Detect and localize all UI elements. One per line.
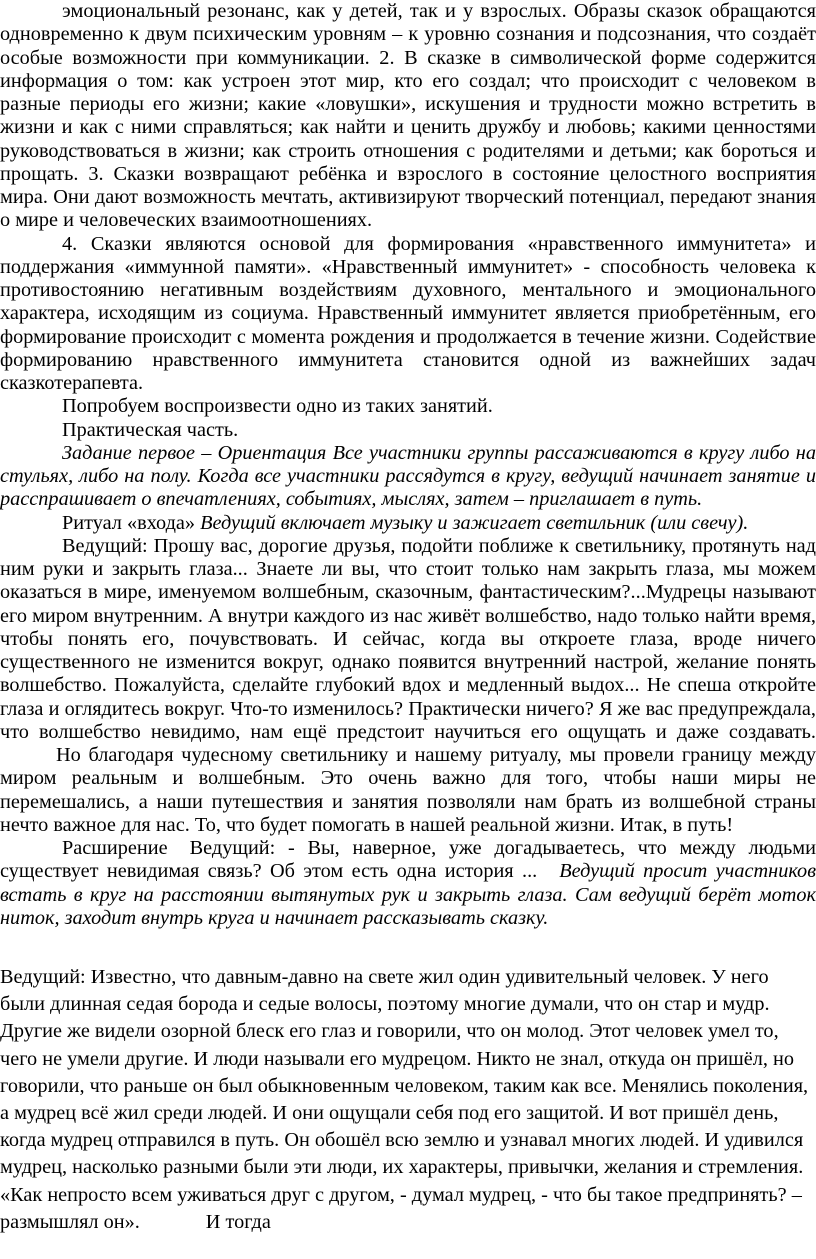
paragraph-text: Ведущий: Прошу вас, дорогие друзья, подойти поближе к светильнику, протянуть над ним руки и закрыть глаза... Знаете ли вы, что стоит только нам закрыть глаза, мы можем оказаться в мире, именуемом волшебным, сказочным, фантастическим?...Мудрецы называют его миром внутренним. А внутри каждого из нас живёт волшебство, надо только найти время, чтобы понять его, почувствовать. И сейчас, когда вы откроете глаза, вроде ничего существенного не изменится вокруг, однако появится внутренний настрой, желание понять волшебство. Пожалуйста, сделайте глубокий вдох и медленный выдох... Не спеша откройте глаза и оглядитесь вокруг. Что-то изменилось? Практически ничего? Я же вас предупреждала, что волшебство невидимо, нам ещё предстоит научиться его ощущать и даже создавать. — [0, 534, 816, 743]
paragraph-text: Задание первое – Ориентация Все участники группы рассаживаются в кругу либо на стульях, либо на полу. Когда все участники рассядутся в кругу, ведущий начинает занятие и расспрашивает о впечатлениях, событиях, мыслях, затем – приглашает в путь. — [0, 441, 816, 511]
paragraph-fairy-tale-functions — [0, 0, 816, 233]
paragraph-text-end: И тогда — [205, 1210, 271, 1233]
paragraph-text: 4. Сказки являются основой для формирования «нравственного иммунитета» и поддержания «иммунной памяти». «Нравственный иммунитет» - способность человека к противостоянию негативным воздействиям духовного, ментального и эмоционального характера, исходящим из социума. Нравственный иммунитет является приобретённым, его формирование происходит с момента рождения и продолжается в течение жизни. Содействие формированию нравственного иммунитета становится одной из важнейших задач сказкотерапевта. — [0, 232, 816, 394]
paragraph-sage-tale — [0, 964, 816, 1236]
paragraph-moral-immunity — [0, 233, 816, 396]
ritual-label: Ритуал «входа» — [62, 511, 201, 534]
paragraph-text: эмоциональный резонанс, как у детей, так и у взрослых. Образы сказок обращаются одновременно к двум психическим уровням – к уровню сознания и подсознания, что создаёт особые возможности при коммуникации. 2. В сказке в символической форме содержится информация о том: как устроен этот мир, кто его создал; что происходит с человеком в разные периоды его жизни; какие «ловушки», искушения и трудности можно встретить в жизни и как с ними справляться; как найти и ценить дружбу и любовь; какими ценностями руководствоваться в жизни; как строить отношения с родителями и детьми; как бороться и прощать. 3. Сказки возвращают ребёнка и взрослого в состояние целостного восприятия мира. Они дают возможность мечтать, активизируют творческий потенциал, передают знания о мире и человеческих взаимоотношениях. — [0, 0, 816, 232]
paragraph-text-continued: Но благодаря чудесному светильнику и нашему ритуалу, мы провели границу между миром реальным и волшебным. Это очень важно для того, чтобы наши миры не перемешались, а наши путешествия и занятия позволяли нам брать из волшебной страны нечто важное для нас. То, что будет помогать в нашей реальной жизни. Итак, в путь! — [0, 744, 816, 836]
paragraph-expansion — [0, 837, 816, 930]
expansion-label: Расширение — [62, 837, 168, 859]
paragraph-task-one — [0, 442, 816, 512]
paragraph-text: Ведущий: Известно, что давным-давно на свете жил один удивительный человек. У него были длинная седая борода и седые волосы, поэтому многие думали, что он стар и мудр. Другие же видели озорной блеск его глаз и говорили, что он молод. Этот человек умел то, чего не умели другие. И люди называли его мудрецом. Никто не знал, откуда он пришёл, но говорили, что раньше он был обыкновенным человеком, таким как все. Менялись поколения, а мудрец всё жил среди людей. И они ощущали себя под его защитой. И вот пришёл день, когда мудрец отправился в путь. Он обошёл всю землю и узнавал многих людей. И удивился мудрец, насколько разными были эти люди, их характеры, привычки, желания и стремления. «Как непросто всем уживаться друг с другом, - думал мудрец, - что бы такое предпринять? – размышлял он». — [0, 966, 809, 1233]
paragraph-text: Практическая часть. — [62, 418, 239, 441]
paragraph-intro-session — [0, 395, 816, 418]
paragraph-host-speech — [0, 535, 816, 837]
tale-block — [0, 964, 816, 1236]
expansion-instruction: Ведущий просит участников встать в круг на расстоянии вытянутых рук и закрыть глаза. Сам ведущий берёт моток ниток, заходит внутрь круга и начинает рассказывать сказку. — [0, 860, 816, 929]
expansion-speech: Ведущий: - Вы, наверное, уже догадываетесь, что между людьми существует невидимая связь? Об этом есть одна история ... — [0, 837, 816, 883]
paragraph-ritual-entry — [0, 512, 816, 535]
ritual-instruction: Ведущий включает музыку и зажигает светильник (или свечу). — [200, 511, 749, 534]
section-heading-practical — [0, 419, 816, 442]
paragraph-text: Попробуем воспроизвести одно из таких занятий. — [62, 395, 493, 418]
